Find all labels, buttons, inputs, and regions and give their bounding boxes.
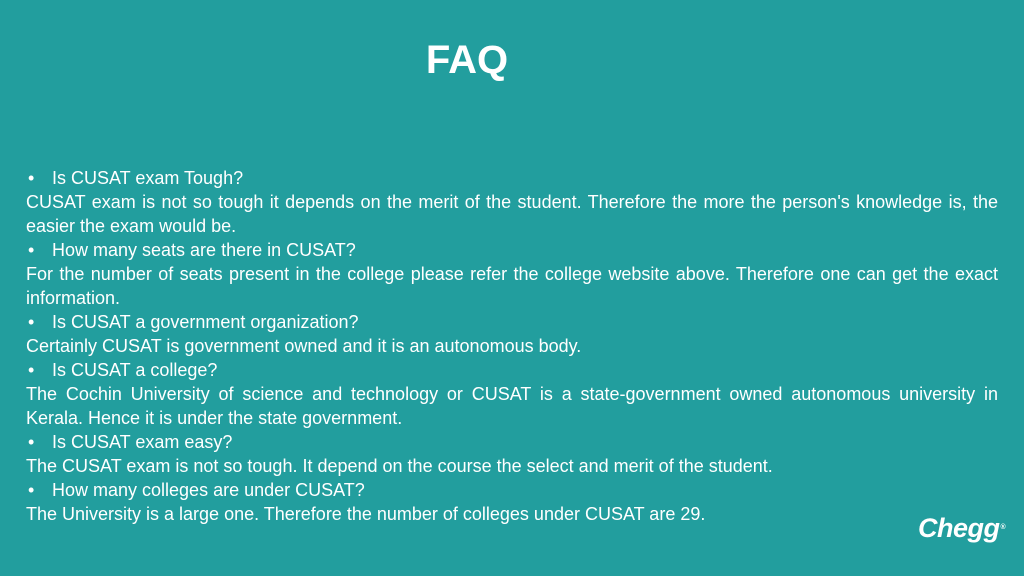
faq-item: [26, 166, 998, 238]
faq-item: [26, 430, 998, 478]
faq-question-text: Is CUSAT exam easy?: [52, 432, 233, 452]
faq-question: [26, 478, 998, 502]
bullet-icon: •: [28, 312, 35, 332]
faq-answer: The Cochin University of science and technology or CUSAT is a state-government owned autonomous university in Kerala. Hence it is under the state government.: [26, 384, 998, 428]
faq-question: [26, 358, 998, 382]
bullet-icon: •: [28, 360, 35, 380]
chegg-logo: [918, 510, 1005, 546]
faq-answer: Certainly CUSAT is government owned and it is an autonomous body.: [26, 336, 582, 356]
faq-item: [26, 358, 998, 430]
faq-question: [26, 310, 998, 334]
bullet-icon: •: [28, 432, 35, 452]
faq-answer: The University is a large one. Therefore the number of colleges under CUSAT are 29.: [26, 504, 706, 524]
faq-question: [26, 430, 998, 454]
faq-question: [26, 238, 998, 262]
bullet-icon: •: [28, 168, 35, 188]
logo-text: Chegg: [918, 513, 1000, 543]
faq-item: [26, 310, 998, 358]
faq-item: [26, 238, 998, 310]
faq-question-text: Is CUSAT a government organization?: [52, 312, 359, 332]
page-title: FAQ: [425, 38, 509, 82]
bullet-icon: •: [28, 240, 35, 260]
faq-list: [26, 166, 998, 526]
faq-answer: The CUSAT exam is not so tough. It depend on the course the select and merit of the student.: [26, 456, 773, 476]
faq-question-text: Is CUSAT exam Tough?: [52, 168, 244, 188]
faq-question-text: How many colleges are under CUSAT?: [52, 480, 365, 500]
faq-question: [26, 166, 998, 190]
registered-mark: ®: [1000, 524, 1006, 531]
faq-question-text: Is CUSAT a college?: [52, 360, 218, 380]
faq-answer: CUSAT exam is not so tough it depends on the merit of the student. Therefore the more the person's knowledge is, the easier the exam would be.: [26, 192, 998, 236]
faq-question-text: How many seats are there in CUSAT?: [52, 240, 356, 260]
faq-answer: For the number of seats present in the college please refer the college website above. Therefore one can get the exact information.: [26, 264, 998, 308]
bullet-icon: •: [28, 480, 35, 500]
faq-item: [26, 478, 998, 526]
